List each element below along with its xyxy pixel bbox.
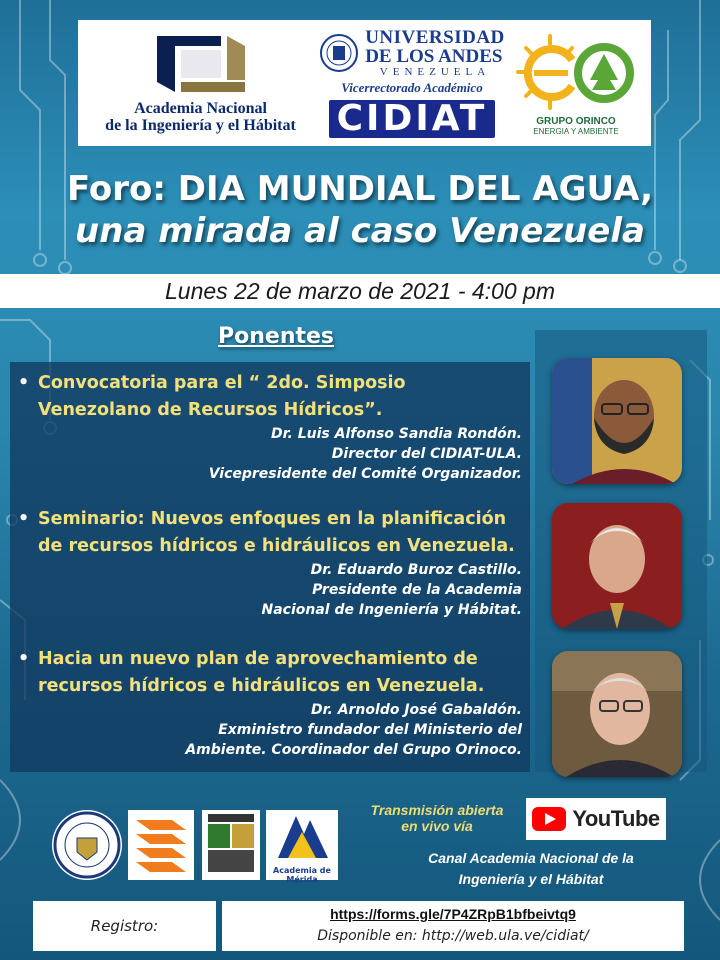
ucv-logo bbox=[52, 810, 122, 880]
academia-emblem-icon bbox=[151, 32, 251, 96]
speaker-item bbox=[10, 506, 530, 620]
youtube-play-icon bbox=[532, 807, 566, 831]
cidiat-website-text[interactable]: Disponible en: http://web.ula.ve/cidiat/ bbox=[317, 928, 589, 944]
transmission-line2: en vivo vía bbox=[401, 818, 473, 834]
speakers-heading: Ponentes bbox=[218, 324, 335, 349]
registration-links bbox=[222, 901, 684, 951]
transmission-label bbox=[360, 802, 514, 834]
title-line1: Foro: DIA MUNDIAL DEL AGUA, bbox=[67, 169, 653, 209]
orange-stripes-icon bbox=[128, 810, 194, 880]
speaker-name: Dr. Luis Alfonso Sandia Rondón. bbox=[271, 426, 522, 442]
speaker-role-line1: Director del CIDIAT-ULA. bbox=[331, 446, 522, 462]
channel-name bbox=[400, 848, 662, 890]
speaker-portrait-icon bbox=[552, 503, 682, 629]
merida-logo-text: Academia de Mérida bbox=[273, 866, 331, 884]
academia-logo bbox=[88, 32, 313, 134]
channel-line1: Canal Academia Nacional de la bbox=[428, 850, 634, 866]
talk-topic bbox=[10, 646, 530, 700]
speaker-item bbox=[10, 370, 530, 484]
partner-logo-shield bbox=[202, 810, 260, 880]
ula-vicerrectorado: Vicerrectorado Académico bbox=[341, 80, 483, 95]
academia-merida-logo bbox=[266, 810, 338, 884]
ula-cidiat-logo bbox=[317, 28, 507, 138]
bullet-icon: • bbox=[18, 373, 30, 393]
title-line2: una mirada al caso Venezuela bbox=[75, 211, 645, 251]
speaker-portrait-icon bbox=[552, 651, 682, 777]
orinoco-name: GRUPO ORINCO bbox=[536, 116, 616, 127]
academia-name-line2: de la Ingeniería y el Hábitat bbox=[105, 117, 296, 134]
speaker-photo bbox=[552, 503, 682, 629]
cidiat-logo-text: CIDIAT bbox=[329, 100, 496, 138]
talk-topic-line1: Convocatoria para el “ 2do. Simposio bbox=[38, 373, 406, 393]
event-title bbox=[0, 168, 720, 252]
speaker-role-line2: Ambiente. Coordinador del Grupo Orinoco. bbox=[185, 742, 522, 758]
ula-seal-icon bbox=[319, 33, 359, 73]
ula-name-line1: UNIVERSIDAD bbox=[365, 27, 505, 48]
academia-name-line1: Academia Nacional bbox=[134, 100, 267, 117]
talk-topic bbox=[10, 506, 530, 560]
sponsor-logo-strip bbox=[78, 20, 651, 146]
ula-name-line2: DE LOS ANDES bbox=[365, 46, 503, 67]
speaker-portrait-icon bbox=[552, 358, 682, 484]
speaker-role-line2: Nacional de Ingeniería y Hábitat. bbox=[261, 602, 522, 618]
orinoco-sun-leaf-icon bbox=[512, 30, 640, 114]
bullet-icon: • bbox=[18, 649, 30, 669]
speaker-credits bbox=[10, 424, 530, 484]
channel-line2: Ingeniería y el Hábitat bbox=[458, 871, 604, 887]
merida-mountains-icon bbox=[266, 810, 338, 862]
speaker-role-line1: Presidente de la Academia bbox=[312, 582, 522, 598]
speaker-credits bbox=[10, 560, 530, 620]
talk-topic-line2: Venezolano de Recursos Hídricos”. bbox=[38, 400, 383, 420]
ucv-seal-icon bbox=[52, 810, 122, 880]
bullet-icon: • bbox=[18, 509, 30, 529]
speaker-photo bbox=[552, 651, 682, 777]
speaker-credits bbox=[10, 700, 530, 760]
talk-topic-line1: Hacia un nuevo plan de aprovechamiento de bbox=[38, 649, 478, 669]
speakers-panel bbox=[10, 362, 530, 772]
shield-crest-icon bbox=[202, 810, 260, 880]
registration-label: Registro: bbox=[33, 901, 216, 951]
youtube-link[interactable] bbox=[526, 798, 666, 840]
speaker-name: Dr. Eduardo Buroz Castillo. bbox=[310, 562, 522, 578]
speaker-item bbox=[10, 646, 530, 760]
transmission-line1: Transmisión abierta bbox=[370, 802, 504, 818]
orinoco-tagline: ENERGIA Y AMBIENTE bbox=[533, 127, 619, 136]
talk-topic-line1: Seminario: Nuevos enfoques en la planificación bbox=[38, 509, 507, 529]
grupo-orinoco-logo bbox=[511, 30, 641, 136]
speaker-role-line2: Vicepresidente del Comité Organizador. bbox=[208, 466, 522, 482]
event-date: Lunes 22 de marzo de 2021 - 4:00 pm bbox=[0, 274, 720, 308]
talk-topic-line2: recursos hídricos e hidráulicos en Venezuela. bbox=[38, 676, 485, 696]
speaker-role-line1: Exministro fundador del Ministerio del bbox=[218, 722, 522, 738]
registration-form-link[interactable]: https://forms.gle/7P4ZRpB1bfbeivtq9 bbox=[330, 906, 576, 922]
partner-logo-orange bbox=[128, 810, 194, 880]
speaker-name: Dr. Arnoldo José Gabaldón. bbox=[310, 702, 522, 718]
speaker-photo bbox=[552, 358, 682, 484]
youtube-label: YouTube bbox=[572, 806, 660, 831]
ula-country: VENEZUELA bbox=[379, 66, 491, 78]
talk-topic-line2: de recursos hídricos e hidráulicos en Venezuela. bbox=[38, 536, 515, 556]
talk-topic bbox=[10, 370, 530, 424]
